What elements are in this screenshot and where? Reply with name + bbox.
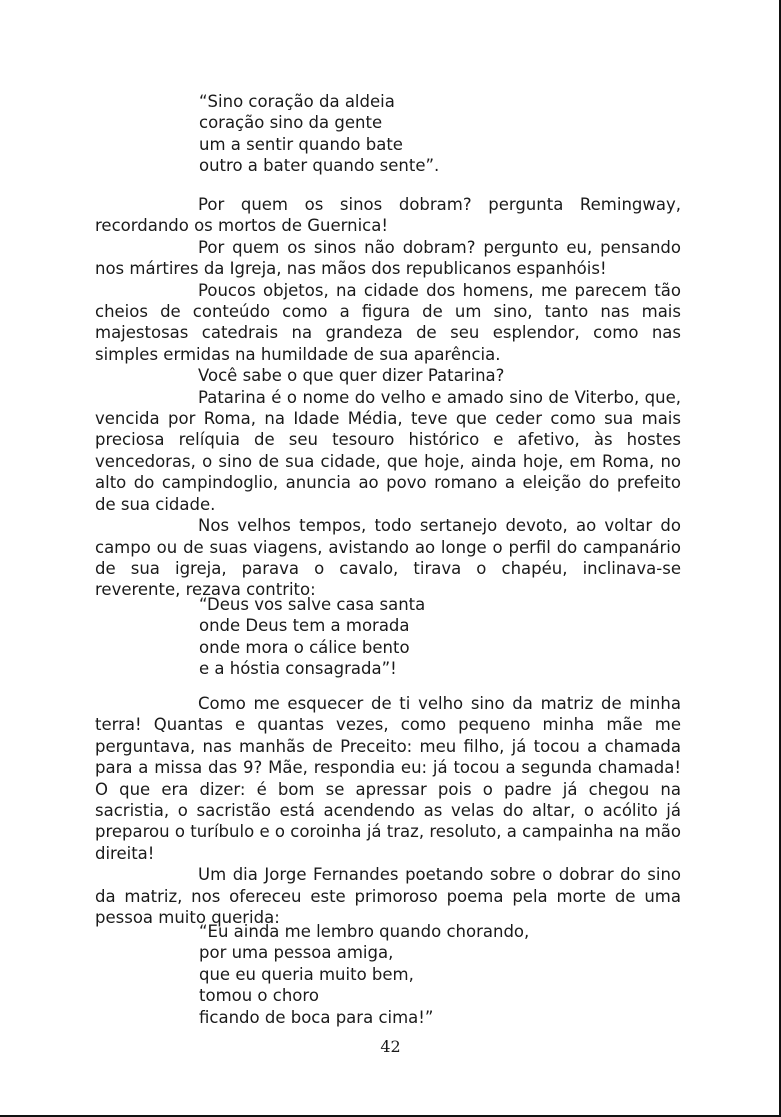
body-text-2	[95, 693, 681, 928]
paragraph: Você sabe o que quer dizer Patarina?	[198, 366, 505, 386]
verse-line: que eu queria muito bem,	[199, 964, 414, 984]
paragraph: Poucos objetos, na cidade dos homens, me parecem tão cheios de conteúdo como a figura de um sino, tanto nas mais majestosas catedrais na grandeza de seu esplendor, como nas simples ermidas na humildade de sua aparência.	[95, 280, 681, 364]
verse-line: “Sino coração da aldeia	[199, 92, 395, 111]
page-number: 42	[380, 1037, 401, 1056]
paragraph: Por quem os sinos não dobram? pergunto eu, pensando nos mártires da Igreja, nas mãos dos republicanos espanhóis!	[95, 237, 681, 279]
verse-line: tomou o choro	[199, 986, 319, 1006]
paragraph: Patarina é o nome do velho e amado sino de Viterbo, que, vencida por Roma, na Idade Média, teve que ceder como sua mais preciosa relíquia de seu tesouro histórico e afetivo, às hostes vencedoras, o sino de sua cidade, que hoje, ainda hoje, em Roma, no alto do campindoglio, anuncia ao povo romano a eleição do prefeito de sua cidade.	[95, 387, 681, 514]
verse-line: onde Deus tem a morada	[199, 616, 410, 636]
body-text-1	[95, 194, 681, 601]
verse-line: um a sentir quando bate	[199, 134, 403, 154]
paragraph: Por quem os sinos dobram? pergunta Remingway, recordando os mortos de Guernica!	[95, 195, 681, 236]
verse-jorge-fernandes	[199, 921, 679, 1028]
verse-line: outro a bater quando sente”.	[199, 156, 440, 176]
verse-sino	[199, 91, 679, 177]
verse-line: e a hóstia consagrada”!	[199, 659, 397, 679]
verse-line: “Eu ainda me lembro quando chorando,	[199, 922, 530, 941]
paragraph: Um dia Jorge Fernandes poetando sobre o dobrar do sino da matriz, nos ofereceu este primoroso poema pela morte de uma pessoa muito querida:	[95, 865, 681, 928]
verse-line: “Deus vos salve casa santa	[199, 595, 426, 614]
verse-line: ficando de boca para cima!”	[199, 1007, 434, 1027]
verse-line: onde mora o cálice bento	[199, 637, 410, 657]
paragraph: Nos velhos tempos, todo sertanejo devoto, ao voltar do campo ou de suas viagens, avistando ao longe o perfil do campanário de sua igreja, parava o cavalo, tirava o chapéu, inclinava-se reverente, rezava contrito:	[95, 516, 681, 600]
paragraph: Como me esquecer de ti velho sino da matriz de minha terra! Quantas e quantas vezes, como pequeno minha mãe me perguntava, nas manhãs de Preceito: meu filho, já tocou a chamada para a missa das 9? Mãe, respondia eu: já tocou a segunda chamada! O que era dizer: é bom se apressar pois o padre já chegou na sacristia, o sacristão está acendendo as velas do altar, o acólito já preparou o turíbulo e o coroinha já traz, resoluto, a campainha na mão direita!	[95, 694, 681, 863]
verse-line: coração sino da gente	[199, 113, 383, 133]
verse-line: por uma pessoa amiga,	[199, 943, 394, 963]
verse-deus-vos-salve	[199, 594, 679, 680]
